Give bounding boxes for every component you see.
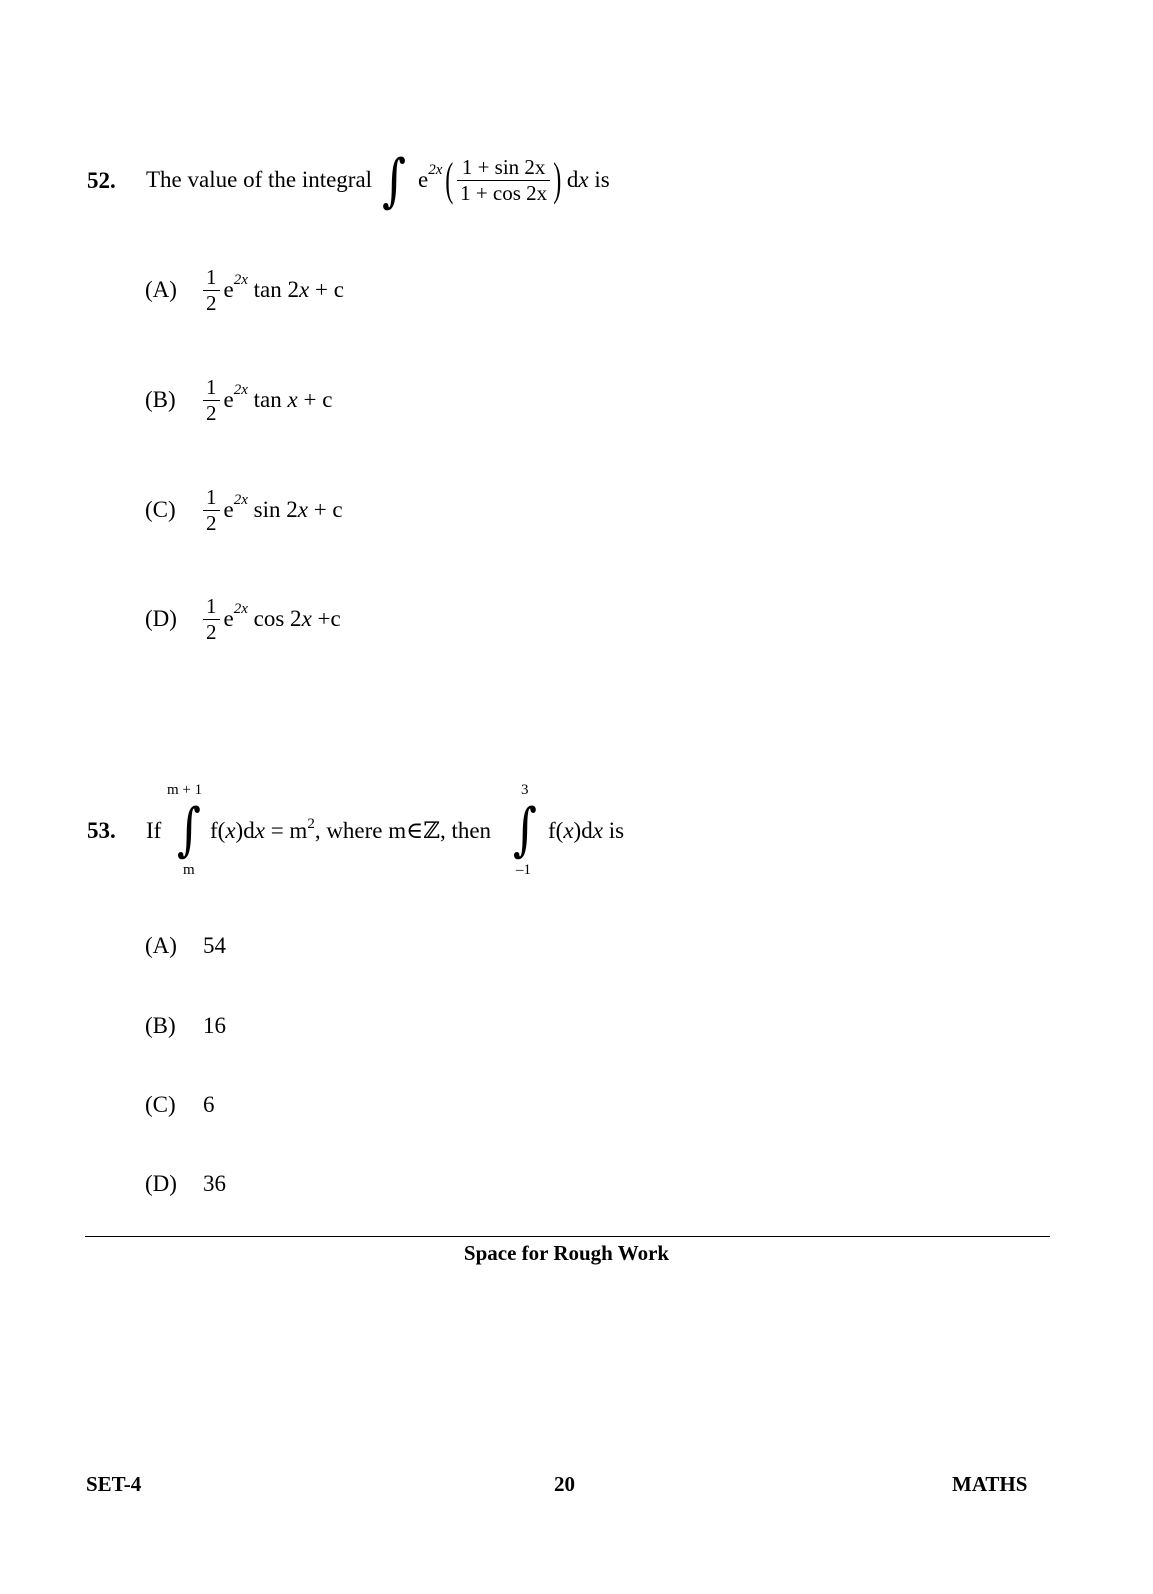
integrand-fraction xyxy=(457,154,550,205)
tail: + c xyxy=(297,387,333,412)
fx-close-d: )d xyxy=(235,818,255,843)
func: cos 2 xyxy=(247,606,302,631)
differential xyxy=(567,167,610,193)
stem-lead: The value of the integral xyxy=(146,167,373,192)
exp-base: e xyxy=(223,277,234,302)
exp-power: 2x xyxy=(233,271,248,288)
option-d[interactable] xyxy=(145,591,341,647)
fraction-denominator: 1 + cos 2x xyxy=(460,180,548,205)
option-label: (A) xyxy=(145,933,177,958)
footer-set: SET-4 xyxy=(86,1472,142,1496)
fx2-open: f( xyxy=(548,818,564,843)
left-paren: ( xyxy=(445,153,454,206)
coefficient-fraction xyxy=(203,484,220,535)
integral-upper-limit: m + 1 xyxy=(167,782,203,798)
exp-base: e xyxy=(223,497,234,522)
fx2-close-d: )d xyxy=(573,818,593,843)
coef-num: 1 xyxy=(203,596,220,620)
option-value: 16 xyxy=(203,1013,226,1038)
integral-lower-limit: m xyxy=(183,862,195,878)
coef-den: 2 xyxy=(206,400,217,425)
where-clause: , where m∈ℤ, then xyxy=(314,818,492,843)
tail: +c xyxy=(311,606,341,631)
option-label: (A) xyxy=(145,277,177,302)
question-number: 53. xyxy=(87,818,116,843)
footer-page-number: 20 xyxy=(554,1472,575,1496)
option-value: 36 xyxy=(203,1171,226,1196)
var: x xyxy=(301,606,312,631)
integrand-base: e xyxy=(418,167,429,192)
integral-sign: ∫ xyxy=(382,146,407,214)
option-label: (D) xyxy=(145,606,177,631)
differential-d: d xyxy=(566,167,579,192)
tail: + c xyxy=(309,277,344,302)
rough-work-label: Space for Rough Work xyxy=(463,1241,670,1265)
question-stem xyxy=(146,146,610,214)
fraction-numerator: 1 + sin 2x xyxy=(457,157,550,181)
option-a[interactable] xyxy=(145,933,226,959)
integral2-sign: ∫ xyxy=(513,795,537,863)
coefficient-fraction xyxy=(203,593,220,644)
option-label: (B) xyxy=(145,387,176,412)
coef-num: 1 xyxy=(203,267,220,291)
option-label: (B) xyxy=(145,1013,176,1038)
dx2-var: x xyxy=(592,818,603,843)
option-label: (C) xyxy=(145,497,176,522)
option-a[interactable] xyxy=(145,262,344,318)
stem-end: is xyxy=(588,167,610,192)
fx-open: f( xyxy=(210,818,226,843)
func: tan xyxy=(247,387,288,412)
differential-var: x xyxy=(578,167,589,192)
fx-var: x xyxy=(225,818,236,843)
integral2-upper-limit: 3 xyxy=(521,782,529,798)
coef-den: 2 xyxy=(206,510,217,535)
coef-num: 1 xyxy=(203,377,220,401)
fx2-var: x xyxy=(563,818,574,843)
question-tail xyxy=(548,818,624,844)
exp-power: 2x xyxy=(233,491,248,508)
exp-base: e xyxy=(223,606,234,631)
question-lead: If xyxy=(146,818,162,843)
option-value: 6 xyxy=(203,1092,215,1117)
option-label: (C) xyxy=(145,1092,176,1117)
exp-power: 2x xyxy=(233,381,248,398)
coef-den: 2 xyxy=(206,619,217,644)
option-b[interactable] xyxy=(145,372,332,428)
dx-var: x xyxy=(254,818,265,843)
coef-num: 1 xyxy=(203,487,220,511)
exp-base: e xyxy=(223,387,234,412)
coef-den: 2 xyxy=(206,290,217,315)
option-value: 54 xyxy=(203,933,226,958)
option-d[interactable] xyxy=(145,1171,226,1197)
stem-end: is xyxy=(602,818,625,843)
option-label: (D) xyxy=(145,1171,177,1196)
m-power: 2 xyxy=(307,816,315,832)
func: tan 2 xyxy=(247,277,299,302)
var: x xyxy=(299,277,310,302)
integrand-exponent: 2x xyxy=(428,161,443,178)
exp-power: 2x xyxy=(233,600,248,617)
equals-m: = m xyxy=(264,818,308,843)
option-b[interactable] xyxy=(145,1013,226,1039)
var: x xyxy=(297,497,308,522)
option-c[interactable] xyxy=(145,482,343,538)
coefficient-fraction xyxy=(203,374,220,425)
integral2-lower-limit: –1 xyxy=(516,862,531,878)
question-number: 52. xyxy=(87,168,116,193)
right-paren: ) xyxy=(553,153,562,206)
footer-subject: MATHS xyxy=(952,1472,1028,1496)
divider-line xyxy=(85,1236,1050,1237)
var: x xyxy=(287,387,298,412)
coefficient-fraction xyxy=(203,264,220,315)
option-c[interactable] xyxy=(145,1092,215,1118)
func: sin 2 xyxy=(247,497,298,522)
integral-sign: ∫ xyxy=(177,795,201,863)
tail: + c xyxy=(307,497,343,522)
question-middle xyxy=(210,818,491,844)
